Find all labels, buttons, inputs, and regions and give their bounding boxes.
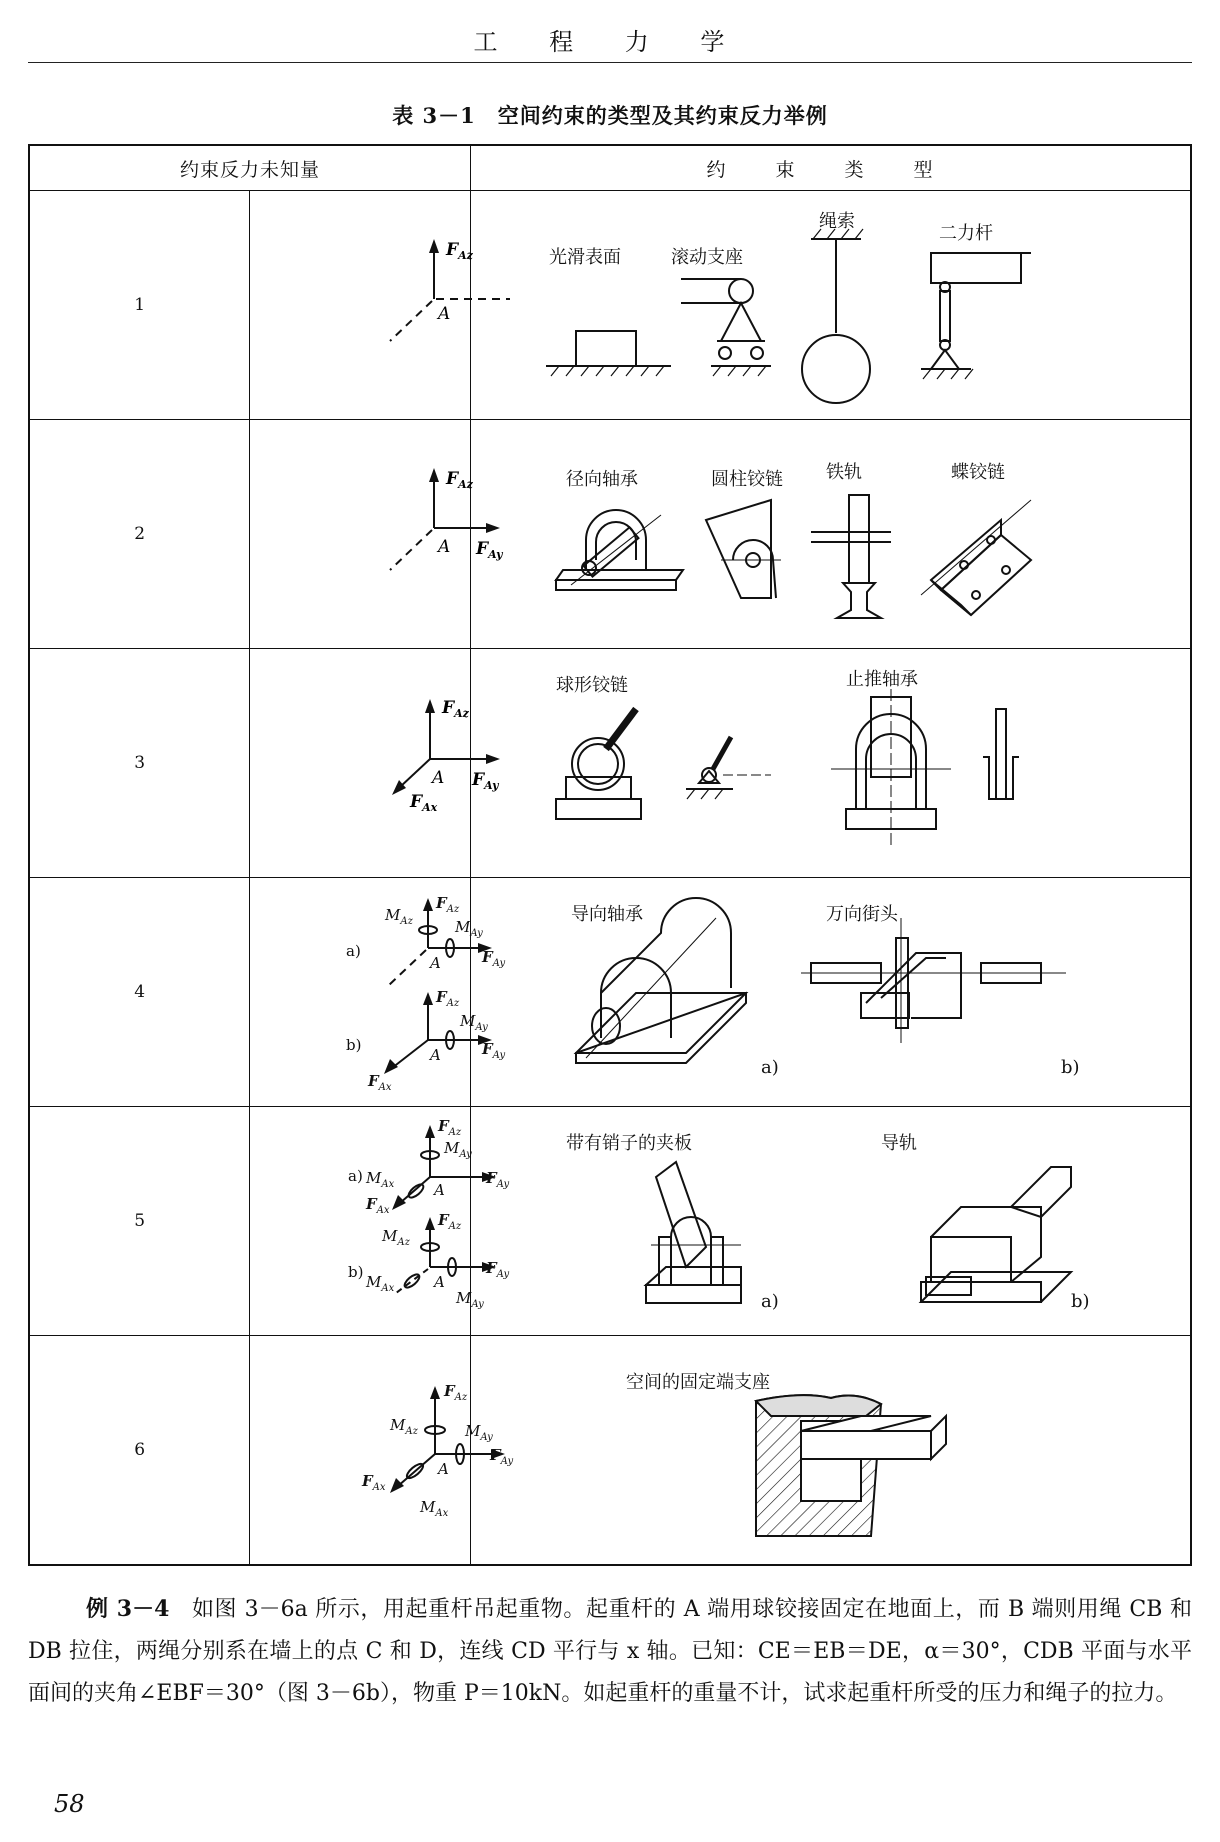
type-fixed-support: 空间的固定端支座: [626, 1372, 770, 1393]
label-Az: Az: [448, 1127, 462, 1138]
page-number: 58: [54, 1790, 85, 1818]
svg-text:MAz: [384, 906, 414, 927]
label-Az: Az: [458, 478, 474, 491]
label-F: F: [472, 770, 485, 790]
label-a: a): [346, 942, 362, 960]
constraint-types: [471, 420, 1192, 649]
label-F: F: [446, 240, 459, 260]
label-M: M: [385, 906, 401, 924]
label-Az: Az: [446, 904, 460, 915]
label-A: A: [438, 537, 451, 557]
constraint-illustrations: [471, 191, 1191, 419]
type-radial-bearing: 径向轴承: [566, 469, 638, 490]
label-Ax: Ax: [372, 1482, 386, 1493]
label-M: M: [390, 1416, 406, 1434]
label-Ax: Ax: [381, 1179, 395, 1190]
label-Az: Az: [405, 1426, 419, 1437]
label-M: M: [382, 1227, 398, 1245]
table-caption: 表 3－1 空间约束的类型及其约束反力举例: [392, 103, 828, 128]
label-Az: Az: [446, 998, 460, 1009]
label-b: b): [348, 1263, 364, 1281]
header-forces: 约束反力未知量: [29, 145, 471, 191]
svg-text:MAx: [365, 1273, 395, 1294]
row-number: 6: [29, 1336, 250, 1566]
force-diagram: [250, 191, 474, 420]
row-number: 4: [29, 878, 250, 1107]
label-a: a): [761, 1291, 779, 1312]
label-b: b): [1061, 1057, 1080, 1078]
constraint-types: [471, 191, 1192, 420]
type-guide-bearing: 导向轴承: [571, 904, 643, 925]
table-row: [29, 1107, 1191, 1336]
example-paragraph: [28, 1588, 1192, 1715]
label-Ax: Ax: [422, 801, 438, 814]
svg-text:FAx: [367, 1072, 392, 1093]
type-two-force-bar: 二力杆: [939, 223, 993, 244]
label-F: F: [410, 792, 423, 812]
force-diagram: [250, 878, 506, 1107]
constraint-types: [471, 878, 1192, 1107]
svg-text:FAz: [443, 1382, 468, 1403]
label-M: M: [465, 1422, 481, 1440]
label-Az: Az: [448, 1221, 462, 1232]
label-A: A: [432, 768, 445, 788]
type-guide-rail: 导轨: [881, 1133, 917, 1154]
label-Ay: Ay: [496, 1179, 510, 1190]
type-cylindrical-hinge: 圆柱铰链: [711, 469, 783, 490]
svg-text:MAy: [443, 1139, 472, 1160]
label-M: M: [456, 1289, 472, 1307]
label-F: F: [486, 1169, 497, 1187]
type-pin-clamp: 带有销子的夹板: [566, 1133, 692, 1154]
type-rolling-support: 滚动支座: [671, 247, 743, 268]
row-number: 3: [29, 649, 250, 878]
label-F: F: [444, 1382, 455, 1400]
label-Ay: Ay: [459, 1149, 473, 1160]
label-a: a): [761, 1057, 779, 1078]
running-header: 工 程 力 学: [28, 22, 1192, 63]
force-diagram: [250, 649, 499, 878]
row-number: 2: [29, 420, 250, 649]
label-F: F: [362, 1472, 373, 1490]
force-diagram: [250, 420, 503, 649]
label-Ay: Ay: [496, 1269, 510, 1280]
type-rail: 铁轨: [826, 462, 862, 483]
label-F: F: [490, 1446, 501, 1464]
label-M: M: [366, 1169, 382, 1187]
constraint-illustrations: [471, 420, 1191, 648]
label-Ay: Ay: [484, 779, 499, 792]
label-F: F: [482, 948, 493, 966]
label-F: F: [366, 1195, 377, 1213]
label-A: A: [430, 954, 442, 972]
label-F: F: [436, 988, 447, 1006]
label-F: F: [442, 698, 455, 718]
label-Az: Az: [400, 916, 414, 927]
svg-text:FAx: [409, 792, 438, 814]
label-Az: Az: [454, 707, 470, 720]
label-F: F: [438, 1211, 449, 1229]
constraint-table: [28, 144, 1192, 1566]
svg-text:FAz: [441, 698, 470, 720]
table-row: [29, 878, 1191, 1107]
svg-text:MAx: [419, 1498, 449, 1519]
label-Ax: Ax: [378, 1082, 392, 1093]
svg-text:FAx: [361, 1472, 386, 1493]
table-row: [29, 420, 1191, 649]
label-Ax: Ax: [376, 1205, 390, 1216]
label-b: b): [1071, 1291, 1090, 1312]
constraint-illustrations: [471, 649, 1191, 877]
type-ball-joint: 球形铰链: [556, 675, 628, 696]
label-Ax: Ax: [381, 1283, 395, 1294]
constraint-types: [471, 1107, 1192, 1336]
type-rope: 绳索: [819, 211, 855, 232]
label-F: F: [446, 469, 459, 489]
constraint-illustrations: [471, 1107, 1191, 1335]
label-A: A: [438, 304, 451, 324]
svg-text:FAx: [365, 1195, 390, 1216]
table-row: [29, 191, 1191, 420]
label-A: A: [438, 1460, 450, 1478]
label-A: A: [430, 1046, 442, 1064]
label-F: F: [482, 1040, 493, 1058]
svg-text:FAz: [437, 1211, 462, 1232]
constraint-types: [471, 1336, 1192, 1566]
svg-text:FAz: [437, 1117, 462, 1138]
type-smooth-surface: 光滑表面: [549, 247, 621, 268]
row-number: 1: [29, 191, 250, 420]
label-F: F: [486, 1259, 497, 1277]
constraint-types: [471, 649, 1192, 878]
header-types: 约 束 类 型: [471, 145, 1192, 191]
label-M: M: [455, 918, 471, 936]
label-A: A: [434, 1273, 446, 1291]
label-M: M: [420, 1498, 436, 1516]
label-Ax: Ax: [435, 1508, 449, 1519]
label-F: F: [438, 1117, 449, 1135]
label-Ay: Ay: [492, 1050, 506, 1061]
svg-text:MAz: [381, 1227, 411, 1248]
label-M: M: [444, 1139, 460, 1157]
label-Ay: Ay: [488, 548, 503, 561]
label-F: F: [368, 1072, 379, 1090]
svg-text:MAx: [365, 1169, 395, 1190]
label-Ay: Ay: [470, 928, 484, 939]
table-header-row: [29, 145, 1191, 191]
force-diagram: [250, 1336, 514, 1566]
label-Az: Az: [458, 249, 474, 262]
label-Ay: Ay: [480, 1432, 494, 1443]
constraint-illustrations: [471, 878, 1191, 1106]
force-diagram: [250, 1107, 510, 1336]
table-row: [29, 1336, 1191, 1566]
label-M: M: [460, 1012, 476, 1030]
example-text: 如图 3－6a 所示，用起重杆吊起重物。起重杆的 A 端用球铰接固定在地面上，而 B 端则用绳 CB 和 DB 拉住，两绳分别系在墙上的点 C 和 D，连线 CD 平行与 x 轴。已知：CE＝EB＝DE，α＝30°，CDB 平面与水平面间的夹角∠EBF＝30°（图 3－6b），物重 P＝10kN。如起重杆的重量不计，试求起重杆所受的压力和绳子的拉力。: [28, 1597, 1192, 1706]
label-Az: Az: [454, 1392, 468, 1403]
label-b: b): [346, 1036, 362, 1054]
label-A: A: [434, 1181, 446, 1199]
label-Ay: Ay: [500, 1456, 514, 1467]
example-label: 例 3－4: [86, 1596, 170, 1622]
label-Az: Az: [397, 1237, 411, 1248]
label-F: F: [436, 894, 447, 912]
label-a: a): [348, 1167, 364, 1185]
label-Ay: Ay: [492, 958, 506, 969]
label-F: F: [476, 539, 489, 559]
label-Ay: Ay: [471, 1299, 485, 1310]
type-butterfly-hinge: 蝶铰链: [951, 462, 1005, 483]
type-universal-joint: 万向街头: [826, 904, 898, 925]
label-M: M: [366, 1273, 382, 1291]
label-Ay: Ay: [475, 1022, 489, 1033]
svg-text:MAz: [389, 1416, 419, 1437]
svg-text:FAz: [435, 988, 460, 1009]
constraint-illustrations: [471, 1336, 1191, 1564]
row-number: 5: [29, 1107, 250, 1336]
table-row: [29, 649, 1191, 878]
type-thrust-bearing: 止推轴承: [846, 669, 918, 690]
svg-text:FAz: [435, 894, 460, 915]
